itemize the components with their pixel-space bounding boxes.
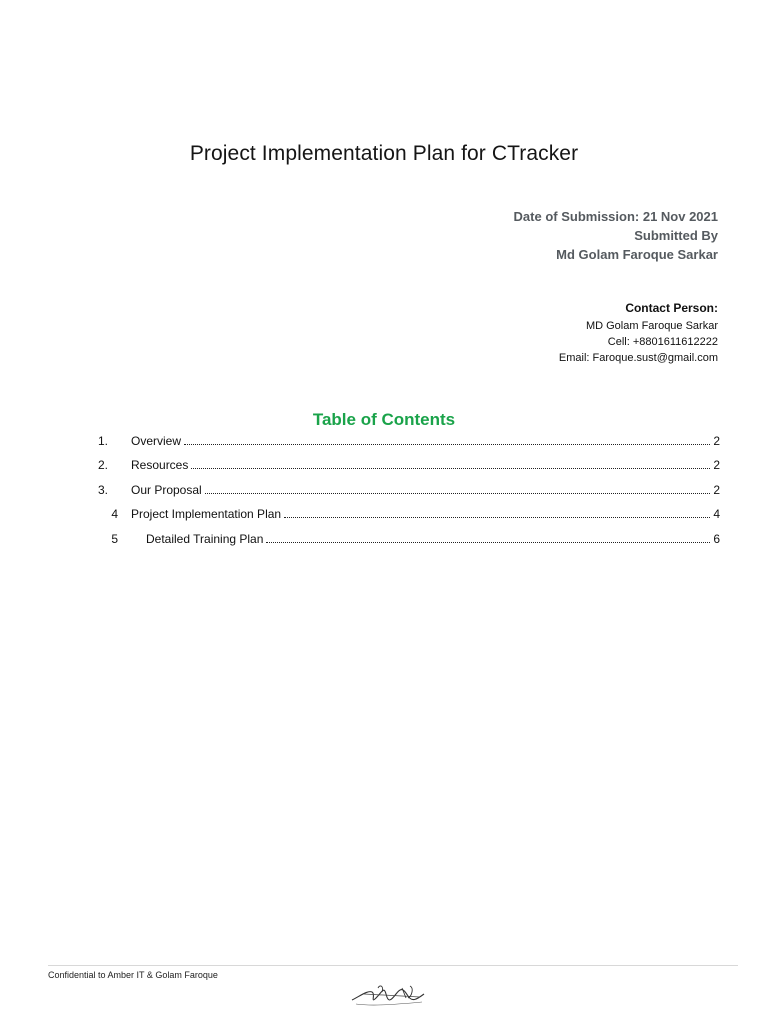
contact-cell: Cell: +8801611612222 (607, 336, 718, 348)
toc-entry-page: 6 (713, 532, 720, 546)
toc-entry-page: 2 (713, 434, 720, 448)
submitted-by-label: Submitted By (634, 228, 718, 243)
contact-name: MD Golam Faroque Sarkar (585, 320, 718, 332)
toc-leader-dots (191, 467, 710, 469)
toc-leader-dots (266, 541, 710, 543)
toc-entry-page: 2 (713, 458, 720, 472)
footer-divider (48, 965, 738, 966)
toc-entry-page: 4 (713, 507, 720, 521)
toc-entry-label[interactable]: Resources (131, 458, 189, 472)
toc-entry-number: 2. (97, 458, 108, 472)
submission-author: Md Golam Faroque Sarkar (556, 247, 718, 262)
toc-entry-resources[interactable] (0, 458, 768, 474)
toc-entry-number: 5 (111, 532, 118, 546)
toc-entry-label[interactable]: Project Implementation Plan (131, 507, 282, 521)
toc-entry-number: 1. (97, 434, 108, 448)
toc-entry-label[interactable]: Detailed Training Plan (146, 532, 264, 546)
toc-entry-number: 3. (97, 483, 108, 497)
toc-heading: Table of Contents (312, 410, 456, 429)
submission-date: Date of Submission: 21 Nov 2021 (513, 209, 718, 224)
toc-leader-dots (284, 516, 710, 518)
contact-heading: Contact Person: (625, 301, 718, 315)
contact-email: Email: Faroque.sust@gmail.com (558, 352, 718, 364)
toc-leader-dots (205, 492, 711, 494)
document-title: Project Implementation Plan for CTracker (189, 142, 579, 165)
toc-entry-overview[interactable] (0, 434, 768, 450)
toc-entry-number: 4 (111, 507, 118, 521)
toc-leader-dots (184, 443, 710, 445)
toc-entry-label[interactable]: Our Proposal (131, 483, 202, 497)
footer-confidential: Confidential to Amber IT & Golam Faroque (48, 970, 218, 980)
toc-entry-project-implementation-plan[interactable] (0, 507, 768, 523)
toc-entry-our-proposal[interactable] (0, 483, 768, 499)
submission-info (514, 207, 718, 264)
toc-entry-page: 2 (713, 483, 720, 497)
toc-entry-label[interactable]: Overview (131, 434, 182, 448)
toc-entry-detailed-training-plan[interactable] (0, 532, 768, 548)
contact-info (559, 300, 718, 366)
signature-icon (350, 978, 430, 1010)
